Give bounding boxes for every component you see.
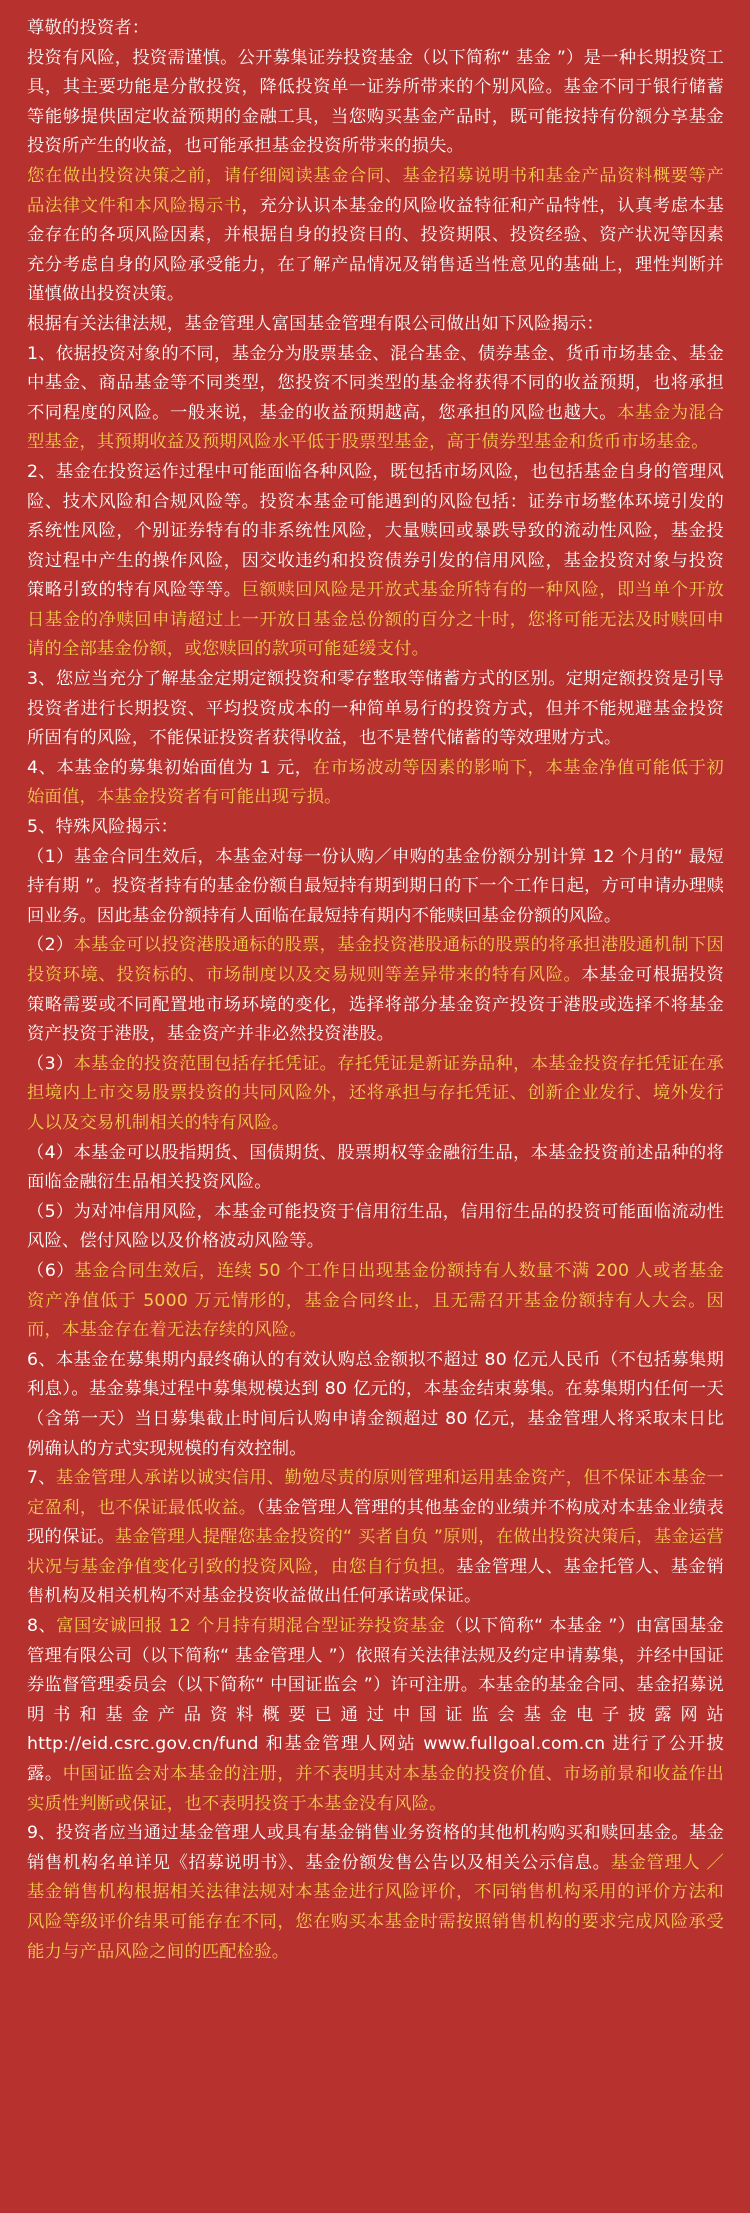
highlighted-text: 在市场波动等因素的影响下，本基金净值可能低于初始面值，本基金投资者有可能出现亏损。: [27, 757, 724, 808]
body-text: （5）为对冲信用风险，本基金可能投资于信用衍生品，信用衍生品的投资可能面临流动性风险、偿付风险以及价格波动风险等。: [27, 1201, 724, 1252]
body-text: ，充分认识本基金的风险收益特征和产品特性，认真考虑本基金存在的各项风险因素，并根据自身的投资目的、投资期限、投资经验、资产状况等因素充分考虑自身的风险承受能力，在了解产品情况及销售适当性意见的基础上，理性判断并谨慎做出投资决策。: [27, 195, 725, 305]
highlighted-text: 基金合同生效后，连续 50 个工作日出现基金份额持有人数量不满 200 人或者基金资产净值低于 5000 万元情形的，基金合同终止，且无需召开基金份额持有人大会。因而，本基金存在着无法存续的风险。: [27, 1260, 724, 1341]
paragraph-16: [27, 1464, 724, 1612]
highlighted-text: 中国证监会对本基金的注册，并不表明其对本基金的投资价值、市场前景和收益作出实质性判断或保证，也不表明投资于本基金没有风险。: [27, 1764, 724, 1814]
paragraph-10: [27, 931, 724, 1049]
body-text: （基金管理人管理的其他基金的业绩并不构成对本基金业绩表现的保证。: [27, 1497, 724, 1548]
body-text: 5、特殊风险揭示：: [27, 817, 179, 838]
body-text: （1）基金合同生效后，本基金对每一份认购／申购的基金份额分别计算 12 个月的“ 最短持有期 ”。投资者持有的基金份额自最短持有期到期日的下一个工作日起，方可申请办理赎回业务。因此基金份额持有人面临在最短持有期内不能赎回基金份额的风险。: [27, 846, 724, 926]
body-text: 基金管理人、基金托管人、基金销售机构及相关机构不对基金投资收益做出任何承诺或保证。: [27, 1556, 724, 1607]
body-text: 8、: [27, 1616, 57, 1637]
highlighted-text: 基金管理人 ／ 基金销售机构根据相关法律法规对本基金进行风险评价，不同销售机构采用的评价方法和风险等级评价结果可能存在不同，您在购买本基金时需按照销售机构的要求完成风险承受能力与产品风险之间的匹配检验。: [27, 1852, 724, 1962]
paragraph-18: [27, 1819, 724, 1967]
paragraph-4: [27, 340, 724, 458]
body-text: （4）本基金可以股指期货、国债期货、股票期权等金融衍生品，本基金投资前述品种的将面临金融衍生品相关投资风险。: [27, 1142, 724, 1193]
body-text: 9、投资者应当通过基金管理人或具有基金销售业务资格的其他机构购买和赎回基金。基金销售机构名单详见《招募说明书》、基金份额发售公告以及相关公示信息。: [27, 1823, 724, 1873]
body-text: （6）: [27, 1260, 75, 1281]
body-text: 6、本基金在募集期内最终确认的有效认购总金额拟不超过 80 亿元人民币（不包括募集期利息）。基金募集过程中募集规模达到 80 亿元的，本基金结束募集。在募集期内任何一天（含第一天）当日募集截止时间后认购申请金额超过 80 亿元，基金管理人将采取末日比例确认的方式实现规模的有效控制。: [27, 1349, 724, 1459]
paragraph-15: [27, 1346, 724, 1464]
body-text: （2）: [27, 935, 74, 956]
highlighted-text: 基金管理人提醒您基金投资的“ 买者自负 ”原则，在做出投资决策后，基金运营状况与基金净值变化引致的投资风险，由您自行负担。: [27, 1527, 724, 1577]
highlighted-text: 巨额赎回风险是开放式基金所特有的一种风险，即当单个开放日基金的净赎回申请超过上一开放日基金总份额的百分之十时，您将可能无法及时赎回申请的全部基金份额，或您赎回的款项可能延缓支付。: [27, 580, 725, 660]
body-text: 投资有风险，投资需谨慎。公开募集证券投资基金（以下简称“ 基金 ”）是一种长期投资工具，其主要功能是分散投资，降低投资单一证券所带来的个别风险。基金不同于银行储蓄等能够提供固定收益预期的金融工具，当您购买基金产品时，既可能按持有份额分享基金投资所产生的收益，也可能承担基金投资所带来的损失。: [27, 47, 724, 157]
paragraph-11: [27, 1050, 724, 1139]
paragraph-3: [27, 310, 724, 340]
body-text: （以下简称“ 本基金 ”）由富国基金管理有限公司（以下简称“ 基金管理人 ”）依照有关法律法规及约定申请募集，并经中国证券监督管理委员会（以下简称“ 中国证监会 ”）许可注册。本基金的基金合同、基金招募说明书和基金产品资料概要已通过中国证监会基金电子披露网站 http://eid.csrc.gov.cn/fund 和基金管理人网站 www.fullgoal.com.cn 进行了公开披露。: [27, 1616, 724, 1785]
highlighted-text: 基金管理人承诺以诚实信用、勤勉尽责的原则管理和运用基金资产，但不保证本基金一定盈利，也不保证最低收益。: [27, 1468, 724, 1518]
paragraph-17: [27, 1612, 724, 1819]
paragraph-6: [27, 665, 724, 754]
body-text: 2、基金在投资运作过程中可能面临各种风险，既包括市场风险，也包括基金自身的管理风险、技术风险和合规风险等。投资本基金可能遇到的风险包括：证券市场整体环境引发的系统性风险，个别证券特有的非系统性风险，大量赎回或暴跌导致的流动性风险，基金投资过程中产生的操作风险，因交收违约和投资债券引发的信用风险，基金投资对象与投资策略引致的特有风险等等。: [27, 461, 724, 601]
highlighted-text: 富国安诚回报 12 个月持有期混合型证券投资基金: [56, 1616, 446, 1637]
paragraph-9: [27, 843, 724, 932]
paragraph-1: [27, 44, 724, 162]
body-text: 本基金可根据投资策略需要或不同配置地市场环境的变化，选择将部分基金资产投资于港股或选择不将基金资产投资于港股，基金资产并非必然投资港股。: [27, 965, 724, 1045]
body-text: 1、依据投资对象的不同，基金分为股票基金、混合基金、债券基金、货币市场基金、基金中基金、商品基金等不同类型，您投资不同类型的基金将获得不同的收益预期，也将承担不同程度的风险。一般来说，基金的收益预期越高，您承担的风险也越大。: [27, 343, 724, 423]
body-text: （3）: [27, 1053, 74, 1074]
paragraph-13: [27, 1198, 724, 1257]
body-text: 4、本基金的募集初始面值为 1 元，: [27, 757, 313, 778]
body-text: 尊敬的投资者：: [27, 18, 150, 38]
paragraph-0: [27, 14, 724, 44]
paragraph-5: [27, 458, 724, 665]
body-text: 3、您应当充分了解基金定期定额投资和零存整取等储蓄方式的区别。定期定额投资是引导投资者进行长期投资、平均投资成本的一种简单易行的投资方式，但并不能规避基金投资所固有的风险，不能保证投资者获得收益，也不是替代储蓄的等效理财方式。: [27, 669, 724, 749]
paragraph-7: [27, 754, 724, 813]
paragraph-14: [27, 1257, 724, 1346]
body-text: 7、: [27, 1468, 56, 1489]
highlighted-text: 本基金可以投资港股通标的股票，基金投资港股通标的股票的将承担港股通机制下因投资环境、投资标的、市场制度以及交易规则等差异带来的特有风险。: [27, 935, 724, 985]
body-text: 根据有关法律法规，基金管理人富国基金管理有限公司做出如下风险揭示：: [27, 313, 604, 334]
highlighted-text: 您在做出投资决策之前，请仔细阅读基金合同、基金招募说明书和基金产品资料概要等产品法律文件和本风险揭示书: [27, 165, 724, 216]
highlighted-text: 本基金的投资范围包括存托凭证。存托凭证是新证券品种，本基金投资存托凭证在承担境内上市交易股票投资的共同风险外，还将承担与存托凭证、创新企业发行、境外发行人以及交易机制相关的特有风险。: [27, 1053, 724, 1133]
paragraph-12: [27, 1139, 724, 1198]
highlighted-text: 本基金为混合型基金，其预期收益及预期风险水平低于股票型基金，高于债券型基金和货币市场基金。: [27, 402, 724, 453]
paragraph-2: [27, 162, 724, 310]
paragraph-8: [27, 813, 724, 843]
